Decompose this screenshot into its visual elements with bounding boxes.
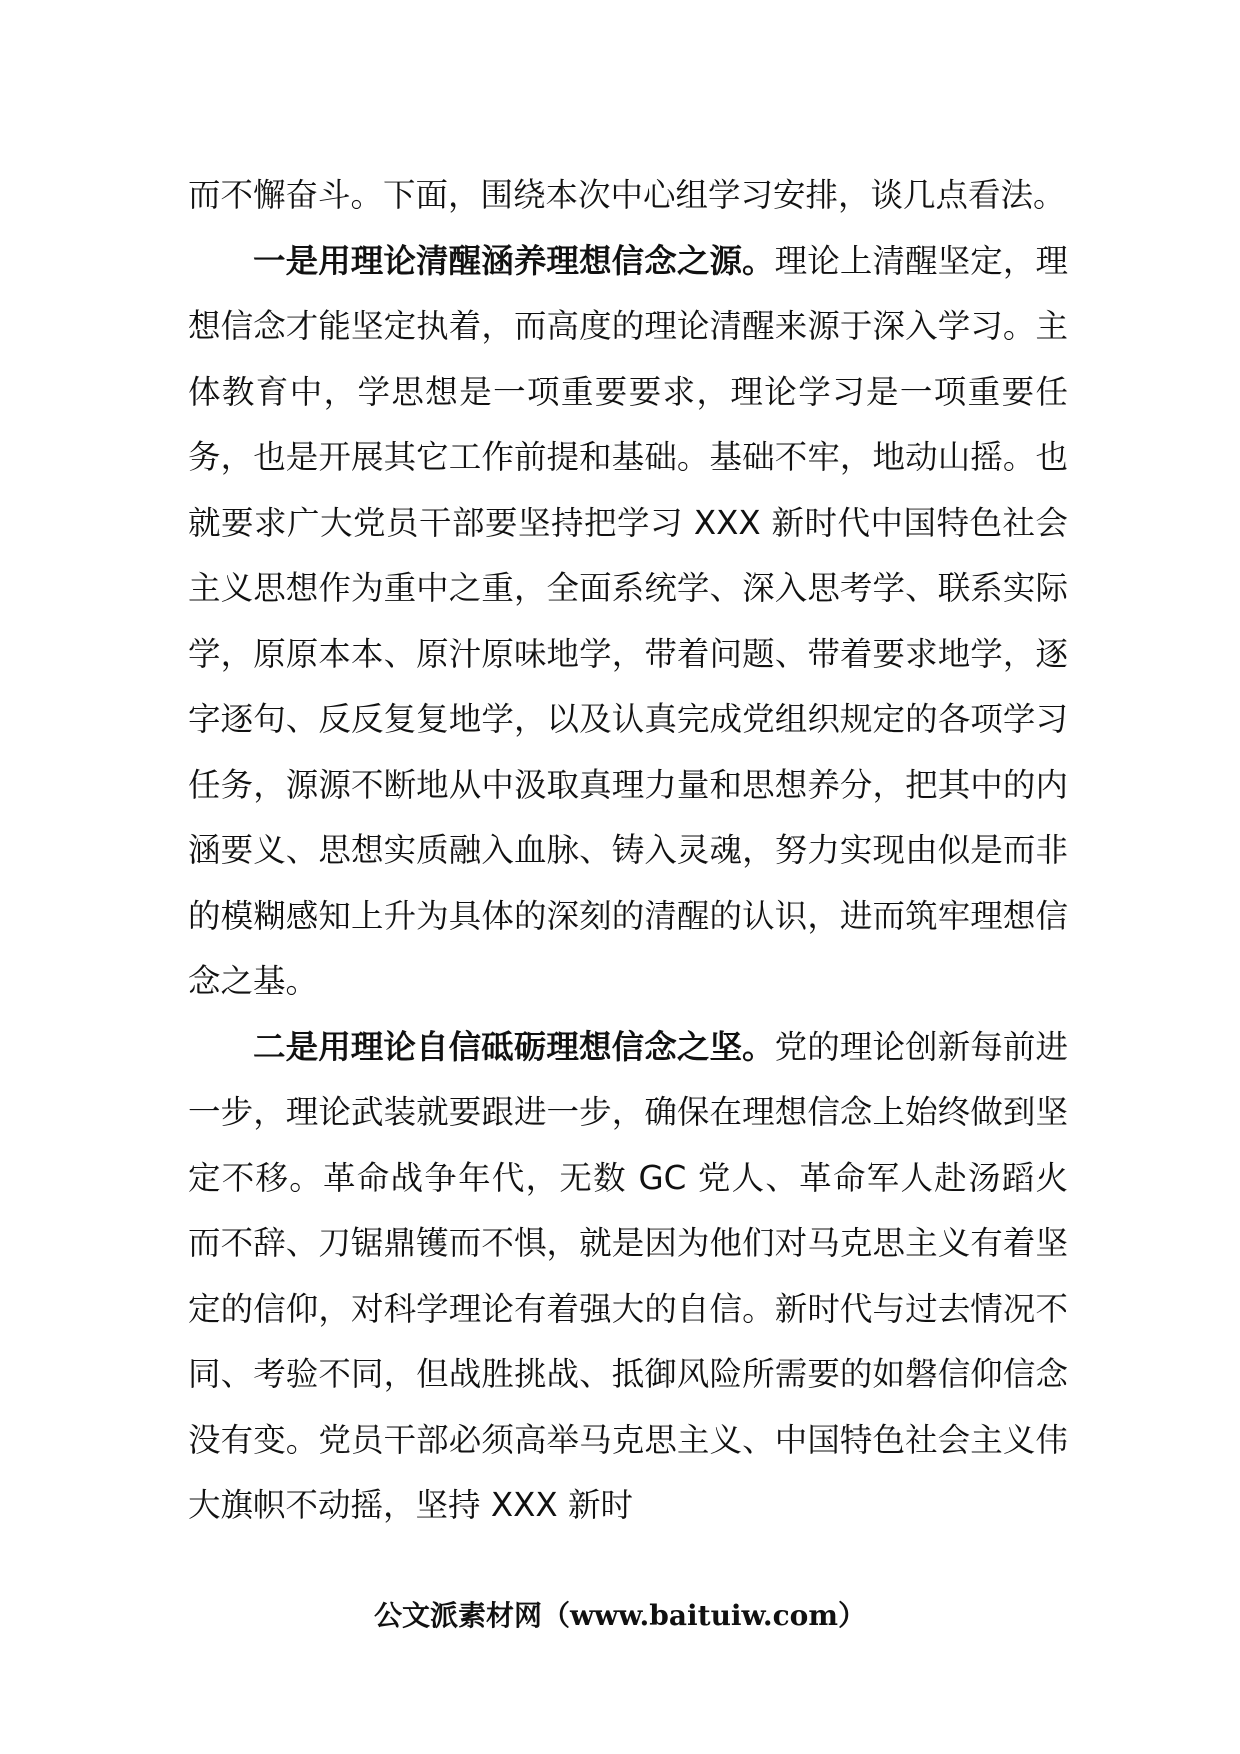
paragraph-text: 党的理论创新每前进一步，理论武装就要跟进一步，确保在理想信念上始终做到坚定不移。革命战争年代，无数 GC 党人、革命军人赴汤蹈火而不辞、刀锯鼎镬而不惧，就是因为他们对马克思主义有着坚定的信仰，对科学理论有着强大的自信。新时代与过去情况不同、考验不同，但战胜挑战、抵御风险所需要的如磐信仰信念没有变。党员干部必须高举马克思主义、中国特色社会主义伟大旗帜不动摇，坚持 XXX 新时 [188, 1027, 1068, 1524]
paragraph-continuation [188, 163, 1068, 229]
page-footer-watermark: 公文派素材网（www.baituiw.com） [374, 1599, 866, 1632]
paragraph-point-two [188, 1015, 1068, 1539]
paragraph-point-one [188, 229, 1068, 1015]
paragraph-lead-heading: 二是用理论自信砥砺理想信念之坚。 [253, 1027, 775, 1066]
paragraph-text: 理论上清醒坚定，理想信念才能坚定执着，而高度的理论清醒来源于深入学习。主体教育中，学思想是一项重要要求，理论学习是一项重要任务，也是开展其它工作前提和基础。基础不牢，地动山摇。也就要求广大党员干部要坚持把学习 XXX 新时代中国特色社会主义思想作为重中之重，全面系统学、深入思考学、联系实际学，原原本本、原汁原味地学，带着问题、带着要求地学，逐字逐句、反反复复地学，以及认真完成党组织规定的各项学习任务，源源不断地从中汲取真理力量和思想养分，把其中的内涵要义、思想实质融入血脉、铸入灵魂，努力实现由似是而非的模糊感知上升为具体的深刻的清醒的认识，进而筑牢理想信念之基。 [188, 241, 1068, 1000]
document-body [188, 163, 1068, 1539]
paragraph-lead-heading: 一是用理论清醒涵养理想信念之源。 [253, 241, 775, 280]
paragraph-text: 而不懈奋斗。下面，围绕本次中心组学习安排，谈几点看法。 [188, 176, 1066, 214]
